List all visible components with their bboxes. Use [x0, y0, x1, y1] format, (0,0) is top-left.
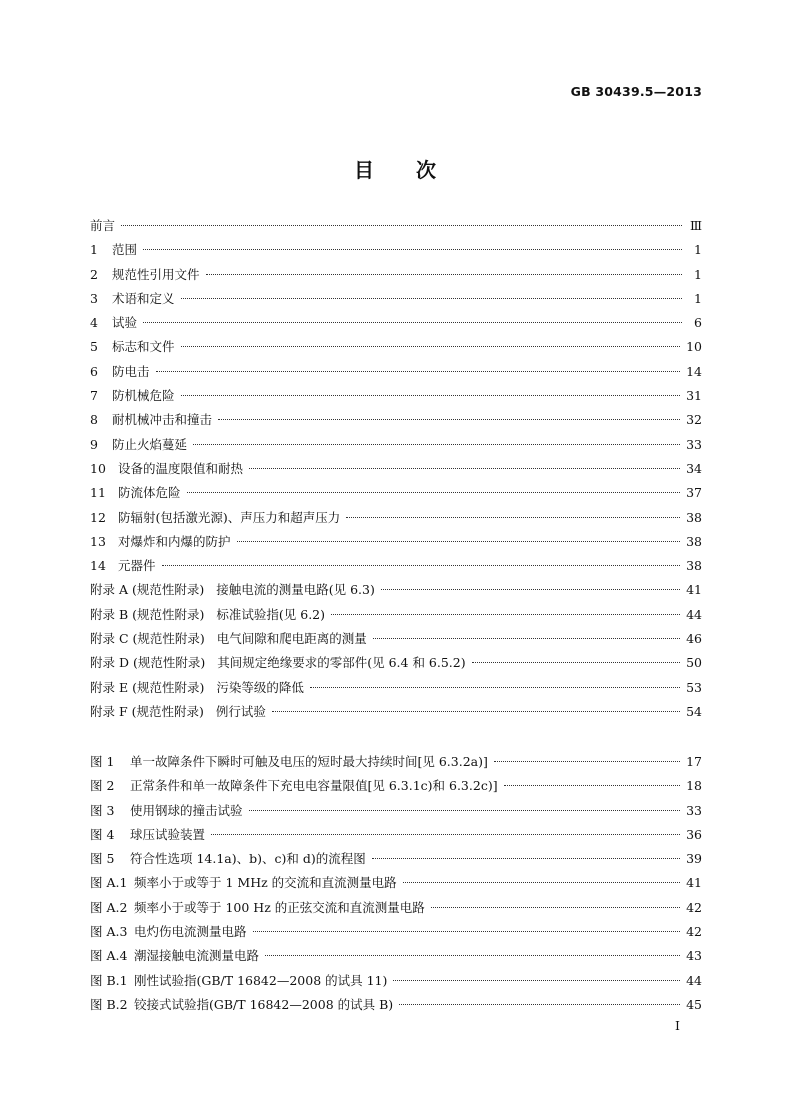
figure-label: 刚性试验指(GB/T 16842—2008 的试具 11) [134, 972, 388, 988]
toc-entry-page: 1 [694, 266, 702, 282]
standard-code: GB 30439.5—2013 [570, 84, 702, 99]
toc-entry-page: 42 [686, 899, 702, 915]
dot-leader [156, 371, 681, 372]
figure-label: 频率小于或等于 1 MHz 的交流和直流测量电路 [134, 875, 397, 891]
annex-label: 附录 F (规范性附录) [90, 703, 204, 719]
figure-label: 单一故障条件下瞬时可触及电压的短时最大持续时间[见 6.3.2a)] [130, 754, 488, 769]
toc-entry-label: 设备的温度限值和耐热 [118, 460, 244, 476]
toc-entry[interactable] [90, 408, 702, 432]
annex-label: 附录 B (规范性附录) [90, 606, 205, 622]
dot-leader [331, 614, 680, 615]
annex-title: 污染等级的降低 [216, 679, 304, 695]
dot-leader [494, 761, 680, 762]
toc-figure-entry[interactable] [90, 920, 702, 944]
toc-entry[interactable] [90, 433, 702, 457]
toc-entry-page: 17 [686, 754, 702, 769]
toc-entry-label: 防流体危险 [118, 485, 181, 501]
toc-entry-label: 对爆炸和内爆的防护 [118, 533, 231, 549]
toc-entry-page: 53 [686, 679, 702, 695]
toc-figure-entry[interactable] [90, 993, 702, 1017]
dot-leader [431, 907, 680, 908]
toc-entry-number: 13 [90, 533, 106, 549]
figure-number: 图 B.1 [90, 972, 128, 988]
toc-entry-number: 14 [90, 558, 106, 574]
figure-number: 图 1 [90, 754, 115, 769]
figure-label: 正常条件和单一故障条件下充电电容量限值[见 6.3.1c)和 6.3.2c)] [130, 778, 498, 794]
toc-entry-number: 5 [90, 339, 98, 355]
toc-entry-label: 规范性引用文件 [112, 266, 200, 282]
toc-entry-page: 50 [686, 655, 702, 671]
toc-entry-page: 38 [686, 509, 702, 525]
dot-leader [403, 882, 680, 883]
toc-entry-label: 试验 [112, 315, 138, 331]
page-title-part2: 次 [416, 158, 438, 182]
toc-entry-page: 38 [686, 533, 702, 549]
toc-entry-page: 44 [686, 972, 702, 988]
dot-leader [504, 785, 681, 786]
toc-entry[interactable] [90, 335, 702, 359]
toc-annex-entry[interactable] [90, 627, 702, 651]
dot-leader [372, 858, 680, 859]
dot-leader [253, 931, 681, 932]
figure-number: 图 3 [90, 802, 115, 818]
toc-figure-entry[interactable] [90, 969, 702, 993]
toc-entry-page: 42 [686, 924, 702, 940]
toc-entry-page: 43 [686, 948, 702, 964]
toc-entry-page: 33 [686, 436, 702, 452]
toc-annex-entry[interactable] [90, 578, 702, 602]
figure-label: 铰接式试验指(GB/T 16842—2008 的试具 B) [134, 996, 394, 1012]
toc-entry-page: 1 [694, 242, 702, 258]
toc-entry-page: 37 [686, 485, 702, 501]
figure-label: 电灼伤电流测量电路 [134, 924, 247, 940]
toc-entry[interactable] [90, 481, 702, 505]
toc-entry[interactable] [90, 238, 702, 262]
toc-entry-number: 11 [90, 485, 106, 501]
toc-figure-entry[interactable] [90, 871, 702, 895]
toc-entry-page: 38 [686, 558, 702, 574]
toc-entry-number: 6 [90, 363, 98, 379]
toc-figure-entry[interactable] [90, 896, 702, 920]
figure-number: 图 A.3 [90, 924, 128, 940]
toc-entry-label: 术语和定义 [112, 290, 175, 306]
toc-entry-page: 33 [686, 802, 702, 818]
toc-entry-page: Ⅲ [689, 218, 702, 233]
toc-entry[interactable] [90, 263, 702, 287]
annex-label: 附录 E (规范性附录) [90, 679, 205, 695]
dot-leader [393, 980, 680, 981]
dot-leader [121, 225, 682, 226]
dot-leader [310, 687, 680, 688]
figure-label: 球压试验装置 [130, 826, 206, 842]
toc-entry-label: 防辐射(包括激光源)、声压力和超声压力 [118, 509, 341, 525]
figure-number: 图 5 [90, 851, 115, 867]
figure-label: 符合性选项 14.1a)、b)、c)和 d)的流程图 [130, 851, 366, 867]
toc-figure-entry[interactable] [90, 823, 702, 847]
toc-entry-page: 41 [686, 582, 702, 598]
toc-entry-number: 10 [90, 460, 106, 476]
annex-title: 例行试验 [215, 703, 266, 719]
dot-leader [193, 444, 680, 445]
toc-entry-label: 耐机械冲击和撞击 [112, 412, 213, 428]
toc-entry-label: 防止火焰蔓延 [112, 436, 188, 452]
dot-leader [249, 810, 681, 811]
toc-entry[interactable] [90, 384, 702, 408]
toc-annex-entry[interactable] [90, 603, 702, 627]
toc-entry-number: 12 [90, 509, 106, 525]
annex-title: 其间规定绝缘要求的零部件(见 6.4 和 6.5.2) [217, 655, 466, 671]
toc-entry-number: 7 [90, 388, 98, 404]
page-title-part1: 目 [354, 158, 376, 182]
toc-entry-preface[interactable] [90, 214, 702, 238]
figure-number: 图 B.2 [90, 996, 128, 1012]
toc-entry-page: 18 [686, 778, 702, 794]
figure-number: 图 4 [90, 826, 115, 842]
dot-leader [373, 638, 680, 639]
toc-entry-number: 9 [90, 436, 98, 452]
toc-entry-page: 36 [686, 826, 702, 842]
annex-title: 接触电流的测量电路(见 6.3) [216, 582, 375, 598]
annex-title: 电气间隙和爬电距离的测量 [216, 631, 367, 647]
toc-figure-entry[interactable] [90, 799, 702, 823]
annex-label: 附录 A (规范性附录) [90, 582, 205, 598]
dot-leader [218, 419, 680, 420]
toc-entry[interactable] [90, 287, 702, 311]
page-number: I [675, 1018, 680, 1033]
toc-entry-number: 2 [90, 266, 98, 282]
dot-leader [265, 955, 680, 956]
toc-entry-page: 14 [686, 363, 702, 379]
dot-leader [381, 589, 680, 590]
toc-entry[interactable] [90, 360, 702, 384]
dot-leader [181, 395, 681, 396]
dot-leader [206, 274, 682, 275]
figure-label: 频率小于或等于 100 Hz 的正弦交流和直流测量电路 [134, 899, 425, 915]
toc-entry-page: 31 [686, 388, 702, 404]
dot-leader [181, 346, 681, 347]
dot-leader [181, 298, 682, 299]
toc-figure-entry[interactable] [90, 847, 702, 871]
toc-entry[interactable] [90, 506, 702, 530]
toc-annex-entry[interactable] [90, 651, 702, 675]
toc-entry[interactable] [90, 457, 702, 481]
annex-title: 标准试验指(见 6.2) [216, 606, 325, 622]
toc-entry-label: 防电击 [112, 363, 150, 379]
toc-entry[interactable] [90, 554, 702, 578]
toc-entry-page: 1 [694, 290, 702, 306]
toc-figure-entry[interactable] [90, 774, 702, 798]
toc-entry-number: 8 [90, 412, 98, 428]
toc-entry-page: 32 [686, 412, 702, 428]
toc-entry-number: 3 [90, 290, 98, 306]
toc-entry-page: 45 [686, 996, 702, 1012]
toc-entry-page: 39 [686, 851, 702, 867]
toc-entry[interactable] [90, 311, 702, 335]
toc-figures [90, 750, 702, 1017]
dot-leader [399, 1004, 680, 1005]
dot-leader [211, 834, 680, 835]
toc-entry-number: 1 [90, 242, 98, 258]
toc-entry-page: 54 [686, 703, 702, 719]
annex-label: 附录 D (规范性附录) [90, 655, 206, 671]
dot-leader [187, 492, 681, 493]
page-title [0, 154, 792, 183]
toc-entry-label: 范围 [112, 242, 138, 258]
figure-label: 潮湿接触电流测量电路 [134, 948, 260, 964]
annex-label: 附录 C (规范性附录) [90, 631, 205, 647]
toc-entry-page: 46 [686, 631, 702, 647]
toc-entry-page: 41 [686, 875, 702, 891]
dot-leader [237, 541, 681, 542]
toc-entry-page: 6 [694, 315, 702, 331]
toc-entry-page: 10 [686, 339, 702, 355]
figure-number: 图 A.4 [90, 948, 128, 964]
dot-leader [143, 249, 682, 250]
toc-annex-entry[interactable] [90, 700, 702, 724]
toc-entry-page: 34 [686, 460, 702, 476]
toc-entry[interactable] [90, 530, 702, 554]
dot-leader [346, 517, 680, 518]
dot-leader [472, 662, 681, 663]
toc-entry-label: 前言 [90, 218, 116, 233]
toc-figure-entry[interactable] [90, 750, 702, 774]
toc-annex-entry[interactable] [90, 676, 702, 700]
toc-entry-label: 防机械危险 [112, 388, 175, 404]
dot-leader [272, 711, 680, 712]
figure-number: 图 A.2 [90, 899, 128, 915]
toc-entry-number: 4 [90, 315, 98, 331]
dot-leader [162, 565, 681, 566]
toc-entry-label: 元器件 [118, 558, 156, 574]
dot-leader [249, 468, 680, 469]
toc-figure-entry[interactable] [90, 944, 702, 968]
toc-sections [90, 214, 702, 724]
figure-number: 图 A.1 [90, 875, 128, 891]
figure-label: 使用钢球的撞击试验 [130, 802, 243, 818]
toc-entry-page: 44 [686, 606, 702, 622]
figure-number: 图 2 [90, 778, 115, 794]
dot-leader [143, 322, 682, 323]
toc-entry-label: 标志和文件 [112, 339, 175, 355]
